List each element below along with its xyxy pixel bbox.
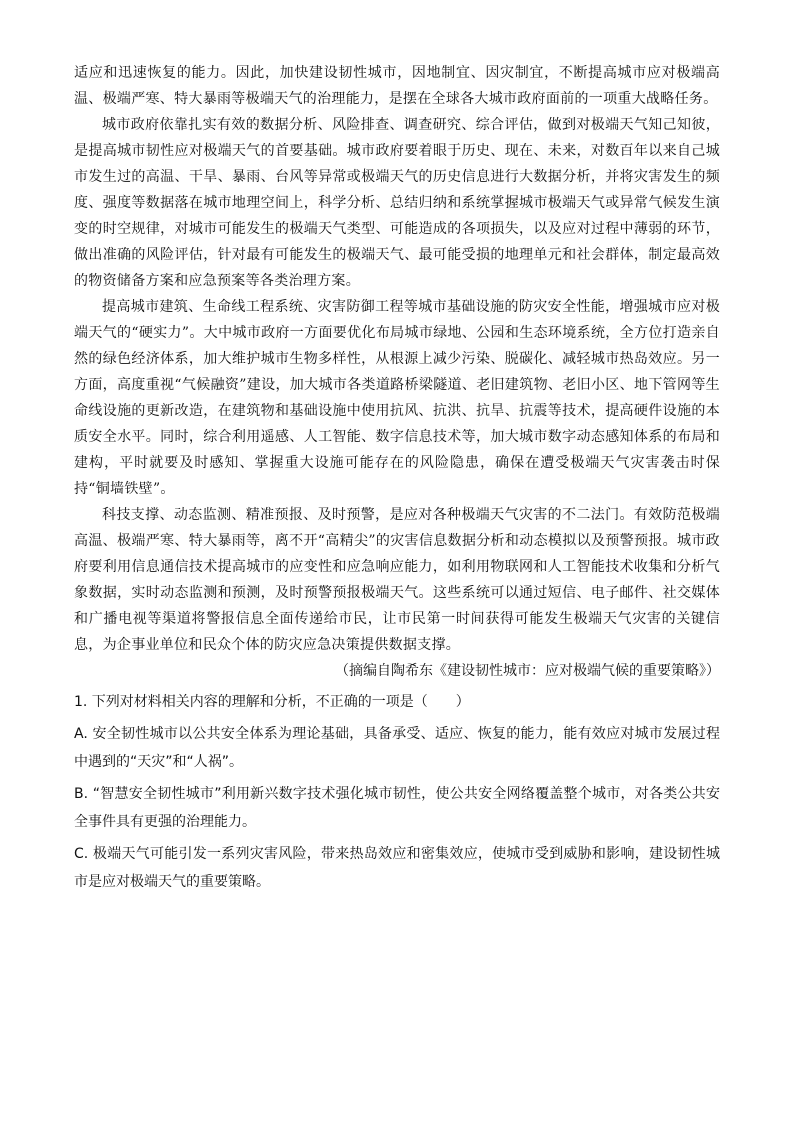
option-b: B. “智慧安全韧性城市”利用新兴数字技术强化城市韧性，使公共安全网络覆盖整个城市，对各类公共安全事件具有更强的治理能力。 <box>74 786 720 830</box>
document-page <box>74 60 720 896</box>
passage-paragraph-2: 城市政府依靠扎实有效的数据分析、风险排查、调查研究、综合评估，做到对极端天气知己知彼，是提高城市韧性应对极端天气的首要基础。城市政府要着眼于历史、现在、未来，对数百年以来自己城市发生过的高温、干旱、暴雨、台风等异常或极端天气的历史信息进行大数据分析，并将灾害发生的频度、强度等数据落在城市地理空间上，科学分析、总结归纳和系统掌握城市极端天气或异常气候发生演变的时空规律，对城市可能发生的极端天气类型、可能造成的各项损失，以及应对过程中薄弱的环节，做出准确的风险评估，针对最有可能发生的极端天气、最可能受损的地理单元和社会群体，制定最高效的物资储备方案和应急预案等各类治理方案。 <box>74 117 720 289</box>
passage-source: （摘编自陶希东《建设韧性城市：应对极端气候的重要策略》） <box>335 663 720 679</box>
passage-paragraph-3: 提高城市建筑、生命线工程系统、灾害防御工程等城市基础设施的防灾安全性能，增强城市应对极端天气的“硬实力”。大中城市政府一方面要优化布局城市绿地、公园和生态环境系统，全方位打造亲自然的绿色经济体系，加大维护城市生物多样性，从根源上减少污染、脱碳化、减轻城市热岛效应。另一方面，高度重视“气候融资”建设，加大城市各类道路桥梁隧道、老旧建筑物、老旧小区、地下管网等生命线设施的更新改造，在建筑物和基础设施中使用抗风、抗洪、抗旱、抗震等技术，提高硬件设施的本质安全水平。同时，综合利用遥感、人工智能、数字信息技术等，加大城市数字动态感知体系的布局和建构，平时就要及时感知、掌握重大设施可能存在的风险隐患，确保在遭受极端天气灾害袭击时保持“铜墙铁壁”。 <box>74 299 720 497</box>
question-stem: 1. 下列对材料相关内容的理解和分析，不正确的一项是（ ） <box>74 694 470 710</box>
passage-paragraph-4: 科技支撑、动态监测、精准预报、及时预警，是应对各种极端天气灾害的不二法门。有效防范极端高温、极端严寒、特大暴雨等，离不开“高精尖”的灾害信息数据分析和动态模拟以及预警预报。城市政府要利用信息通信技术提高城市的应变性和应急响应能力，如利用物联网和人工智能技术收集和分析气象数据，实时动态监测和预测，及时预警预报极端天气。这些系统可以通过短信、电子邮件、社交媒体和广播电视等渠道将警报信息全面传递给市民，让市民第一时间获得可能发生极端天气灾害的关键信息，为企事业单位和民众个体的防灾应急决策提供数据支撑。 <box>74 507 720 653</box>
option-c: C. 极端天气可能引发一系列灾害风险，带来热岛效应和密集效应，使城市受到威胁和影响，建设韧性城市是应对极端天气的重要策略。 <box>74 846 720 890</box>
option-a: A. 安全韧性城市以公共安全体系为理论基础，具备承受、适应、恢复的能力，能有效应对城市发展过程中遇到的“天灾”和“人祸”。 <box>74 726 720 770</box>
passage-paragraph-1: 适应和迅速恢复的能力。因此，加快建设韧性城市，因地制宜、因灾制宜，不断提高城市应对极端高温、极端严寒、特大暴雨等极端天气的治理能力，是摆在全球各大城市政府面前的一项重大战略任务。 <box>74 65 720 107</box>
